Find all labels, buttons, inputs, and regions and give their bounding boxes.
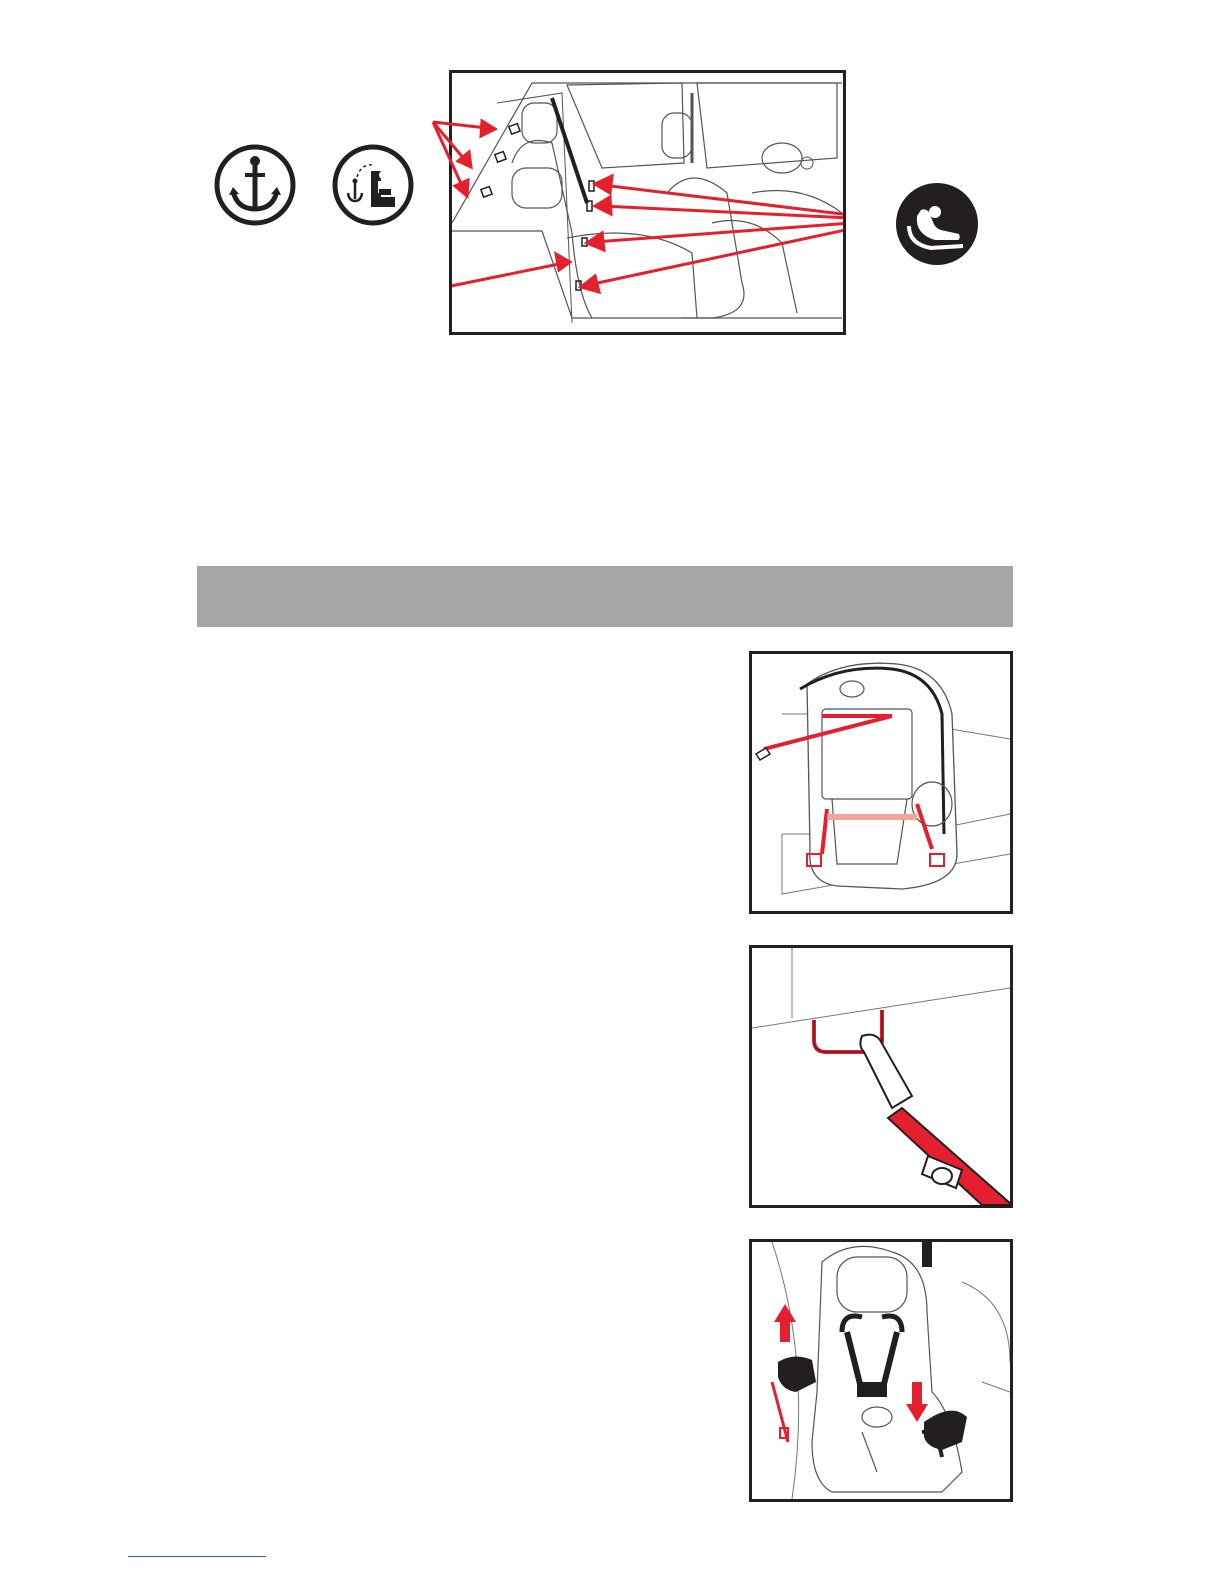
- lower-anchor-icon: [895, 182, 979, 266]
- harness-adjust-figure: [749, 1239, 1013, 1502]
- footer-link-underline: [128, 1556, 266, 1557]
- anchor-icon: [213, 143, 297, 227]
- tether-seat-icon: [331, 143, 415, 227]
- section-heading-bar: [197, 566, 1013, 627]
- top-tether-seat-back-figure: [749, 651, 1013, 914]
- tether-hook-attach-figure: [749, 945, 1013, 1208]
- tether-arrows: [425, 110, 515, 200]
